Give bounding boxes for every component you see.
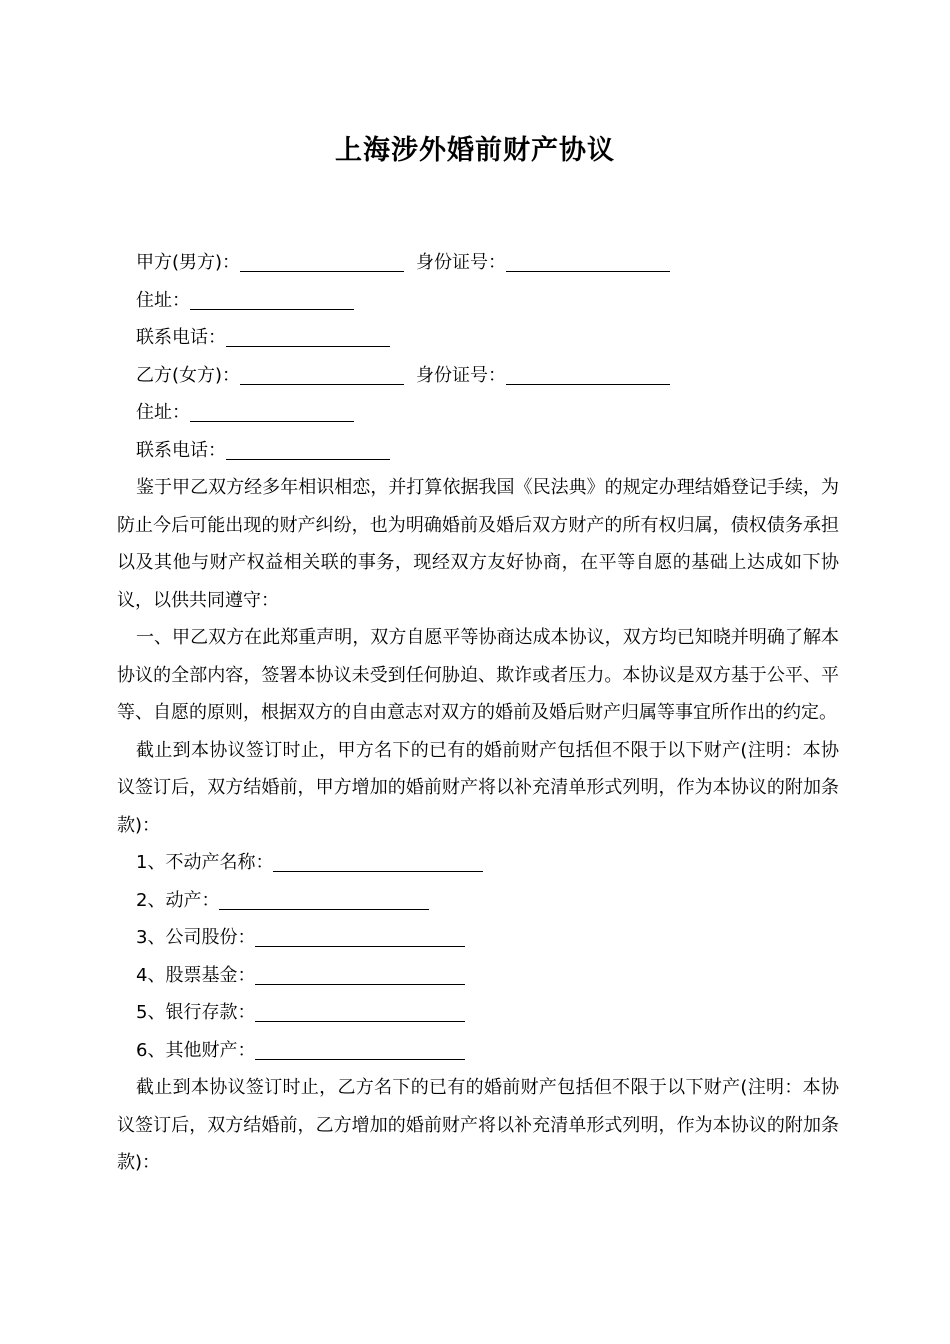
party-a-address-label: 住址：: [136, 289, 190, 311]
asset-item-blank: [255, 962, 465, 985]
party-b-phone-row: [117, 432, 839, 470]
party-a-row: [117, 244, 839, 282]
party-a-assets-intro: 截止到本协议签订时止，甲方名下的已有的婚前财产包括但不限于以下财产(注明：本协议签订后，双方结婚前，甲方增加的婚前财产将以补充清单形式列明，作为本协议的附加条款)：: [117, 739, 839, 836]
asset-item: [117, 882, 839, 920]
asset-item-blank: [255, 1037, 465, 1060]
asset-item-label: 2、动产：: [136, 889, 220, 911]
party-a-id-blank: [506, 249, 670, 272]
party-a-name-blank: [240, 249, 404, 272]
party-b-label: 乙方(女方)：: [136, 364, 241, 386]
party-b-phone-blank: [226, 437, 390, 460]
asset-item: [117, 1032, 839, 1070]
party-b-address-blank: [190, 399, 354, 422]
party-b-assets-intro: 截止到本协议签订时止，乙方名下的已有的婚前财产包括但不限于以下财产(注明：本协议签订后，双方结婚前，乙方增加的婚前财产将以补充清单形式列明，作为本协议的附加条款)：: [117, 1077, 839, 1173]
asset-item-label: 1、不动产名称：: [136, 852, 274, 873]
party-b-address-label: 住址：: [136, 402, 190, 423]
party-b-address-row: [117, 394, 839, 432]
asset-item: [117, 957, 839, 995]
party-b-phone-label: 联系电话：: [136, 439, 226, 461]
party-a-id-label: 身份证号：: [416, 252, 507, 273]
party-a-phone-row: [117, 319, 839, 357]
asset-item-blank: [219, 887, 429, 910]
asset-item: [117, 844, 839, 882]
asset-item-label: 5、银行存款：: [136, 1002, 256, 1023]
party-a-address-blank: [190, 287, 354, 310]
page-title: 上海涉外婚前财产协议: [335, 135, 615, 166]
party-b-row: [117, 357, 839, 395]
party-a-phone-blank: [226, 324, 390, 347]
clause-1-paragraph: 一、甲乙双方在此郑重声明，双方自愿平等协商达成本协议，双方均已知晓并明确了解本协议的全部内容，签署本协议未受到任何胁迫、欺诈或者压力。本协议是双方基于公平、平等、自愿的原则，根据双方的自由意志对双方的婚前及婚后财产归属等事宜所作出的约定。: [117, 627, 839, 723]
party-b-name-blank: [240, 362, 404, 385]
agreement-body: [117, 244, 839, 1182]
preamble-paragraph: 鉴于甲乙双方经多年相识相恋，并打算依据我国《民法典》的规定办理结婚登记手续，为防止今后可能出现的财产纠纷，也为明确婚前及婚后双方财产的所有权归属，债权债务承担以及其他与财产权益相关联的事务，现经双方友好协商，在平等自愿的基础上达成如下协议，以供共同遵守：: [117, 477, 839, 611]
asset-item-label: 6、其他财产：: [136, 1039, 256, 1061]
party-b-id-label: 身份证号：: [416, 364, 507, 386]
asset-item: [117, 994, 839, 1032]
party-a-address-row: [117, 282, 839, 320]
asset-item-blank: [255, 999, 465, 1022]
asset-item-label: 3、公司股份：: [136, 927, 256, 948]
asset-item-blank: [255, 924, 465, 947]
party-a-label: 甲方(男方)：: [136, 252, 241, 273]
asset-item: [117, 919, 839, 957]
party-b-id-blank: [506, 362, 670, 385]
party-a-phone-label: 联系电话：: [136, 327, 226, 348]
asset-item-label: 4、股票基金：: [136, 964, 256, 986]
asset-item-blank: [273, 849, 483, 872]
